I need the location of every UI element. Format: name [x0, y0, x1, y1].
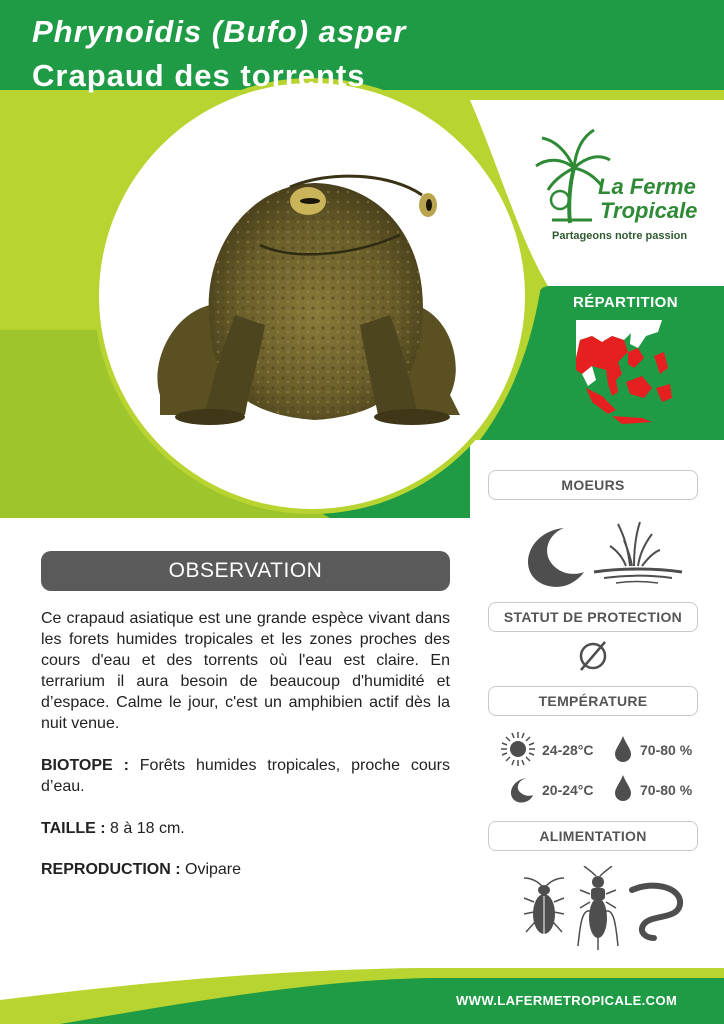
- aquatic-plants-icon: [590, 518, 686, 586]
- habits-label: MOEURS: [488, 470, 698, 500]
- water-drop-icon: [612, 773, 634, 803]
- night-moon-icon: [509, 776, 535, 804]
- size-row: [41, 818, 450, 839]
- night-temperature: 20-24°C: [542, 782, 594, 798]
- reproduction-value: Ovipare: [180, 861, 242, 878]
- day-temperature: 24-28°C: [542, 742, 594, 758]
- toad-photo: [150, 165, 470, 435]
- species-latin-name: Phrynoidis (Bufo) asper: [32, 14, 407, 49]
- water-drop-icon: [612, 734, 634, 764]
- day-humidity: 70-80 %: [640, 742, 693, 758]
- logo-tagline: Partageons notre passion: [552, 230, 688, 242]
- southeast-asia-map-icon: [572, 318, 676, 428]
- cricket-icon: [576, 866, 620, 952]
- empty-set-icon: [575, 638, 611, 674]
- website-link[interactable]: WWW.LAFERMETROPICALE.COM: [456, 993, 678, 1008]
- worm-icon: [624, 880, 686, 942]
- biotope-label: BIOTOPE :: [41, 757, 129, 774]
- species-common-name: Crapaud des torrents: [32, 58, 366, 93]
- logo-line-1: La Ferme: [598, 174, 696, 199]
- crescent-moon-icon: [524, 524, 586, 590]
- distribution-label: RÉPARTITION: [573, 294, 678, 311]
- reproduction-row: [41, 859, 450, 880]
- reproduction-label: REPRODUCTION :: [41, 861, 181, 878]
- sun-icon: [500, 731, 536, 767]
- food-label: ALIMENTATION: [488, 821, 698, 851]
- temperature-label: TEMPÉRATURE: [488, 686, 698, 716]
- protection-status-label: STATUT DE PROTECTION: [488, 602, 698, 632]
- observation-description: Ce crapaud asiatique est une grande espèce vivant dans les forets humides tropicales et les zones proches des cours d'eau et des torrents où l'eau est claire. En terrarium il aura besoin de beaucoup d'humidité et d’espace. Calme le jour, c'est un amphibien actif dès la nuit venue.: [41, 610, 450, 732]
- size-label: TAILLE :: [41, 820, 106, 837]
- size-value: 8 à 18 cm.: [105, 820, 185, 837]
- logo-line-2: Tropicale: [600, 198, 698, 223]
- night-humidity: 70-80 %: [640, 782, 693, 798]
- observation-title: OBSERVATION: [41, 551, 450, 591]
- biotope-value: Forêts humides tropicales, proche cours d’eau.: [41, 757, 450, 795]
- biotope-row: [41, 755, 450, 797]
- cockroach-icon: [522, 876, 566, 940]
